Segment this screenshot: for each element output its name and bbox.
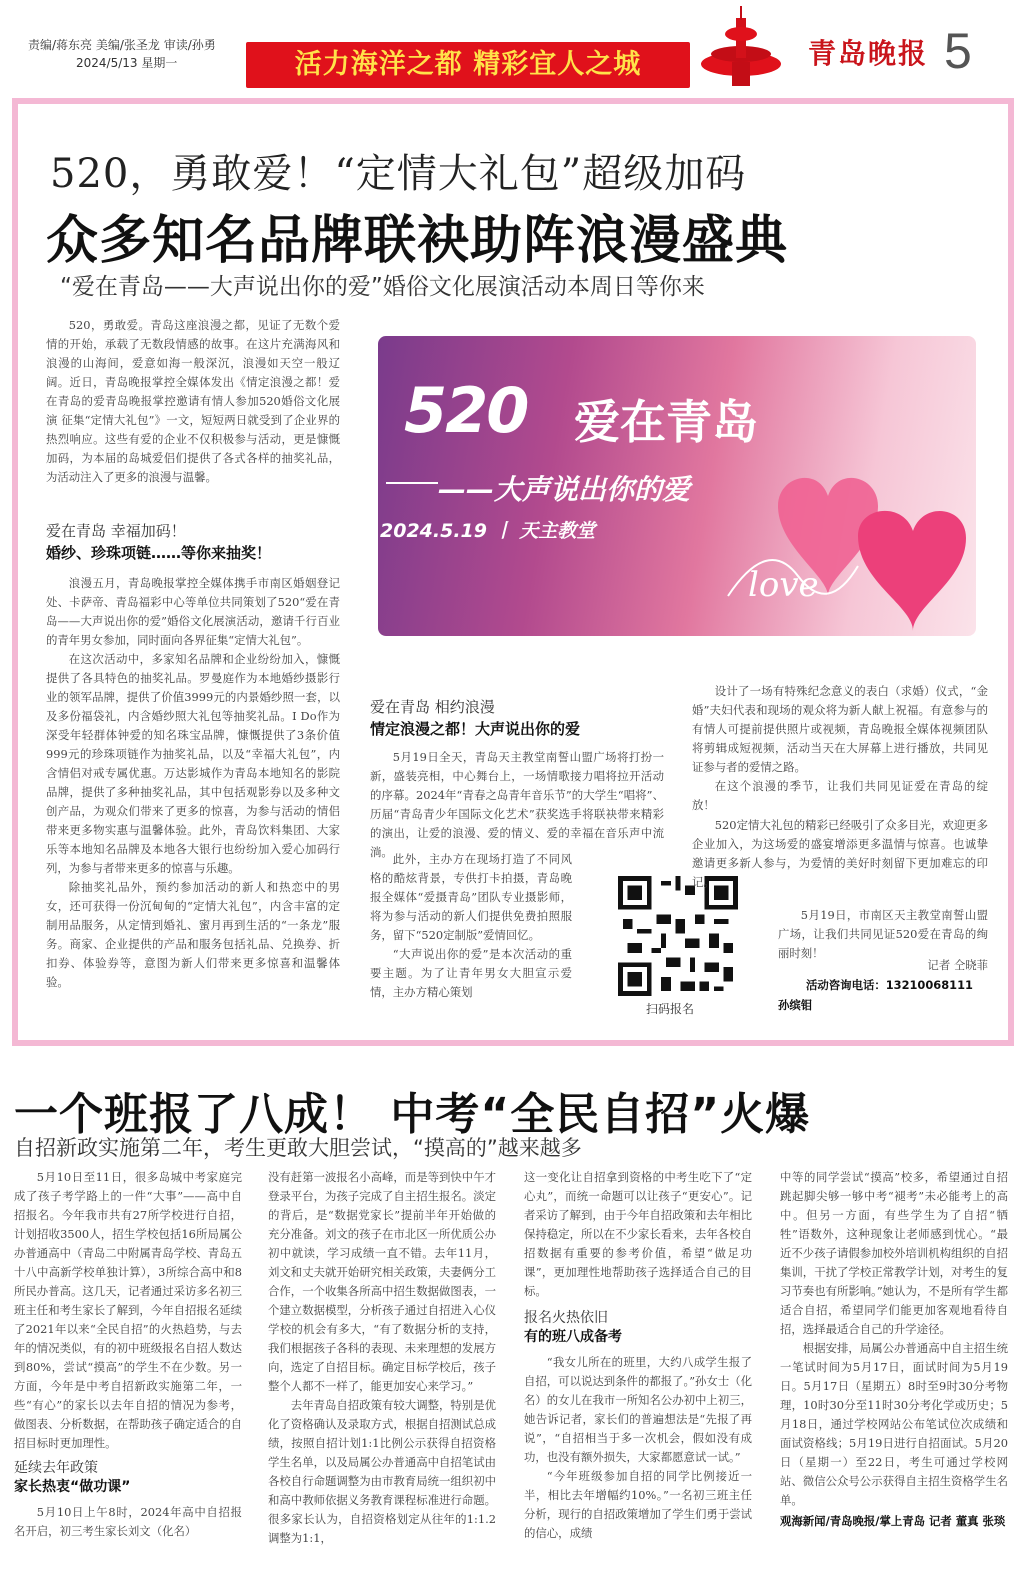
banner-divider [386,482,438,484]
paragraph: 5月19日，市南区天主教堂南誓山盟广场，让我们共同见证520爱在青岛的绚丽时刻！ [778,908,988,960]
hearts-icon [708,446,968,636]
banner-date: 2024.5.19 丨 天主教堂 [380,520,596,542]
masthead [0,0,1024,96]
feature-article [12,98,1014,1046]
hotline: 活动咨询电话：13210068111 [806,978,973,992]
paragraph: 设计了一场有特殊纪念意义的表白（求婚）仪式，“金婚”夫妇代表和现场的观众将为新人献上祝福。有意参与的有情人可提前提供照片或视频，青岛晚报全媒体视频团队将剪辑成短视频，活动当天在大屏幕上进行播放，共同见证参与者的爱情之路。 [692,684,988,774]
paragraph: 去年青岛自招政策有较大调整，特别是优化了资格确认及录取方式，根据自招测试总成绩，按照自招计划1:1比例公示获得自招资格学生名单，以及局属公办普通高中自招笔试由各校自行命题调整为由市教育局统一组织初中和高中教师依据义务教育课程标准进行命题。很多家长认为，自招资格划定从往年的1:1.2调整为1:1， [268,1398,496,1545]
banner-title: 爱在青岛 [574,395,758,449]
section2-title: 情定浪漫之都！大声说出你的爱 [370,720,581,738]
paragraph: 520定情大礼包的精彩已经吸引了众多目光，欢迎更多企业加入，为这场爱的盛宴增添更多温情与惊喜。也诚挚邀请更多新人参与，为爱情的美好时刻留下更加难忘的印记。 [692,818,988,889]
paragraph: 5月10日至11日，很多岛城中考家庭完成了孩子考学路上的一件“大事”——高中自招报名。今年我市共有27所学校进行自招，计划招收3500人，招生学校包括16所局属公办普通高中（青岛二中附属青岛学校、青岛五十八中高新学校单独计算），3所综合高中和8所民办普高。这几天，记者通过采访多名初三班主任和考生家长了解到，今年自招报名延续了2021年以来“全民自招”的火热趋势，与去年的情况类似，有的初中班级报名自招人数达到80%，尝试“摸高”的学生不在少数。另一方面，今年是中考自招新政实施第二年，一些“有心”的家长以去年自招的情况为参考，做图表、分析数据，在帮助孩子确定适合的自招目标时更加理性。 [14,1170,242,1450]
paragraph: 浪漫五月，青岛晚报掌控全媒体携手市南区婚姻登记处、卡萨帝、青岛福彩中心等单位共同策划了520“爱在青岛——大声说出你的爱”婚俗文化展演活动，邀请千行百业的青年男女参加，同时面向各界征集“定情大礼包”。 [46,576,340,647]
slogan-text: 活力海洋之都 精彩宜人之城 [294,49,642,80]
paragraph: 这一变化让自招拿到资格的中考生吃下了“定心丸”，而统一命题可以让孩子“更安心”。记者采访了解到，由于今年自招政策和去年相比保持稳定，所以在不少家长看来，去年各校自招数据有重要的参考价值，希望“做足功课”，更加理性地帮助孩子选择适合自己的目标。 [524,1170,752,1298]
paragraph: 中等的同学尝试“摸高”校多，希望通过自招跳起脚尖够一够中考“褪考”未必能考上的高中。但另一方面，有些学生为了自招“牺牲”语数外，这种现象让老师感到忧心。“最近不少孩子请假参加校外培训机构组织的自招集训，干扰了学校正常教学计划，对考生的复习节奏也有所影响。”她认为，不是所有学生都适合自招，希望同学们能更加客观地看待自招，选择最适合自己的升学途径。 [780,1170,1008,1336]
credits-line: 责编/蒋东亮 美编/张圣龙 审读/孙勇 [28,38,216,52]
event-banner-image [378,336,976,636]
banner-number: 520 [404,374,528,447]
paragraph: 5月19日全天，青岛天主教堂南誓山盟广场将打扮一新，盛装亮相，中心舞台上，一场情歌接力唱将拉开活动的序幕。2024年“青春之岛青年音乐节”的大学生“唱将”、历届“青岛青少年国际文化艺术”获奖选手将联袂带来精彩的演出，让爱的浪漫、爱的情义、爱的幸福在音乐声中流淌。 [370,750,664,859]
lower-column-4 [780,1168,1008,1531]
section2-label: 爱在青岛 相约浪漫 [370,698,495,716]
slogan-banner [246,42,690,88]
paragraph: 根据安排，局属公办普通高中自主招生统一笔试时间为5月17日，面试时间为5月19日。5月17日（星期五）8时至9时30分考物理，10时30分至11时30分考化学或历史；5月18日，通过学校网站公布笔试位次成绩和面试资格线；5月19日进行自招面试。5月20日（星期一）至22日，考生可通过学校网站、微信公众号公示获得自主招生资格学生名单。 [780,1341,1008,1507]
section2-body-top [370,748,664,862]
editor-credits [28,36,216,72]
tv-tower-icon [698,4,784,90]
qr-code-icon[interactable] [618,876,738,996]
love-script: love [748,565,819,605]
paragraph: 5月10日上午8时，2024年高中自招报名开启，初三考生家长刘文（化名） [14,1505,242,1538]
col3-title: 有的班八成备考 [524,1329,622,1345]
feature-intro [46,316,340,487]
date-line: 2024/5/13 星期一 [76,56,178,70]
lower-subtitle: 自招新政实施第二年，考生更敢大胆尝试，“摸高的”越来越多 [14,1136,582,1160]
page-number: 5 [944,23,972,79]
section2-body-bottom [370,850,572,1002]
paragraph: 在这次活动中，多家知名品牌和企业纷纷加入，慷慨提供了各具特色的抽奖礼品。罗曼庭作为本地婚纱摄影行业的领军品牌，提供了价值3999元的内景婚纱照一套，以及多份福袋礼，内含婚纱照大礼包等抽奖礼品。I Do作为深受年轻群体钟爱的知名珠宝品牌，慷慨提供了3条价值999元的珍珠项链作为抽奖礼品，以及“幸福大礼包”，内含情侣对戒专属优惠。万达影城作为青岛本地知名的影院品牌，提供了多种抽奖礼品，其中包括观影券以及多种文创产品，为观众们带来了更多的惊喜，为参与活动的情侣带来更多物实惠与温馨体验。此外，青岛饮料集团、大家乐等本地知名品牌及本地各大银行也纷纷加入爱心加码行列，为参与者带来更多的惊喜与乐趣。 [46,652,340,875]
banner-slogan: ——大声说出你的爱 [438,473,691,506]
lower-column-3 [524,1168,752,1543]
paragraph: “大声说出你的爱”是本次活动的重要主题。为了让青年男女大胆宣示爱情，主办方精心策划 [370,947,572,999]
paragraph: “我女儿所在的班里，大约八成学生报了自招，可以说达到条件的都报了。”孙女士（化名）的女儿在我市一所知名公办初中上初三，她告诉记者，家长们的普遍想法是“先报了再说”，“自招相当于多一次机会，假如没有成功，也没有额外损失，大家都愿意试一试。” [524,1355,752,1464]
paragraph: 此外，主办方在现场打造了不同风格的酷炫背景，专供打卡拍摄，青岛晚报全媒体“爱摄青岛”团队专业摄影师，将为参与活动的新人们提供免费拍照服务，留下“520定制版”爱情回忆。 [370,852,572,942]
paragraph: “今年班级参加自招的同学比例接近一半，相比去年增幅约10%。”一名初三班主任分析，现行的自招政策增加了学生们勇于尝试的信心，成绩 [524,1469,752,1540]
lower-headline: 一个班报了八成！ 中考“全民自招”火爆 [14,1089,811,1140]
feature-subtitle: “爱在青岛——大声说出你的爱”婚俗文化展演活动本周日等你来 [60,274,705,300]
paragraph: 除抽奖礼品外，预约参加活动的新人和热恋中的男女，还可获得一份沉甸甸的“定情大礼包”，内含丰富的定制用品服务，从定情到婚礼、蜜月再到生活的“一条龙”服务。商家、企业提供的产品和服务包括礼品、兑换券、折扣券、体验券等，意图为新人们带来更多惊喜和温馨体验。 [46,880,340,989]
section1-title: 婚纱、珍珠项链……等你来抽奖！ [46,544,272,562]
col1-title: 家长热衷“做功课” [14,1479,131,1495]
lower-byline: 观海新闻/青岛晚报/掌上青岛 记者 董真 张琰 [780,1514,1006,1528]
section3-body-top [692,682,988,815]
col1-label: 延续去年政策 [14,1460,98,1476]
section1-body [46,574,340,992]
reporter-credit: 记者 仝晓菲 [927,958,988,972]
editor-credit: 孙缤钼 [778,998,813,1012]
section3-body-mid [692,816,988,892]
feature-headline: 众多知名品牌联袂助阵浪漫盛典 [46,211,789,271]
lower-column-2 [268,1168,496,1548]
qr-caption: 扫码报名 [646,1002,695,1016]
lower-column-1 [14,1168,242,1541]
section3-body-bottom [778,906,988,963]
intro-paragraph: 520，勇敢爱。青岛这座浪漫之都，见证了无数个爱情的开始，承载了无数段情感的故事。在这片充满海风和浪漫的山海间，爱意如海一般深沉，浪漫如天空一般辽阔。近日，青岛晚报掌控全媒体发出《情定浪漫之都！爱在青岛的爱青岛晚报掌控邀请有情人参加520婚俗文化展演 征集“定情大礼包”》一文，短短两日就受到了企业界的热烈响应。这些有爱的企业不仅积极参与活动，更是慷慨加码，为本届的岛城爱侣们提供了各式各样的抽奖礼品，为活动注入了更多的浪漫与温馨。 [46,318,340,484]
col3-label: 报名火热依旧 [524,1310,608,1326]
section1-label: 爱在青岛 幸福加码！ [46,522,186,540]
paragraph: 没有赶第一波报名小高峰，而是等到快中午才登录平台，为孩子完成了自主招生报名。淡定的背后，是“数据党家长”提前半年开始做的充分准备。刘文的孩子在市北区一所优质公办初中就读，学习成绩一直不错。去年11月，刘文和丈夫就开始研究相关政策，夫妻俩分工合作，一个收集各所高中招生数据做图表，一个建立数据模型，分析孩子通过自招进入心仪学校的机会有多大，“有了数据分析的支持，我们根据孩子各科的表现、未来理想的发展方向，选定了自招目标。确定目标学校后，孩子整个人都不一样了，能更加安心来学习。” [268,1170,496,1393]
paragraph: 在这个浪漫的季节，让我们共同见证爱在青岛的绽放！ [692,779,988,812]
feature-kicker: 520，勇敢爱！“定情大礼包”超级加码 [50,151,747,197]
newspaper-logo: 青岛晚报 [808,37,929,70]
